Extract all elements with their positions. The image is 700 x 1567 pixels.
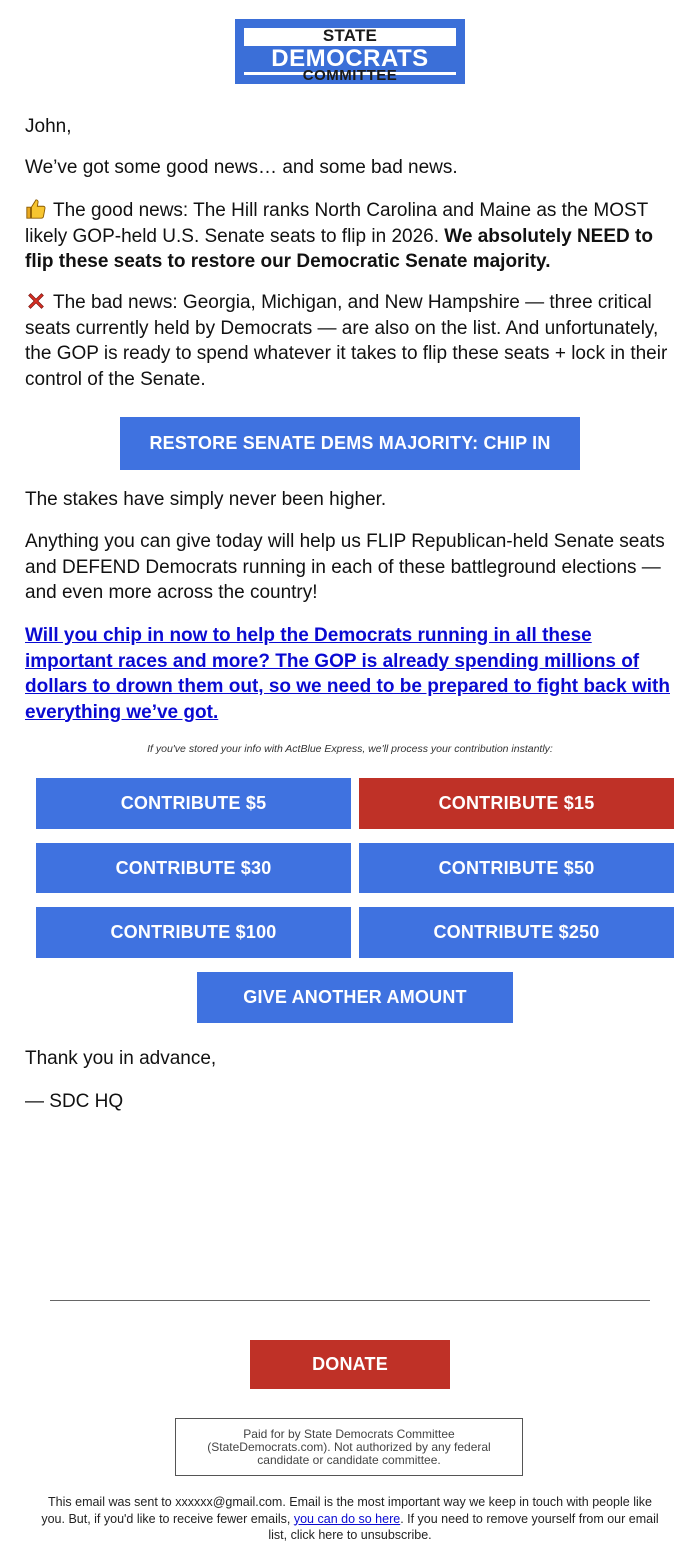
signature: — SDC HQ [25, 1091, 124, 1112]
logo-middle-text: DEMOCRATS [271, 45, 429, 72]
intro-text: We’ve got some good news… and some bad news. [25, 157, 458, 178]
good-news-bold: We absolutely NEED to flip these seats to restore our Democratic Senate majority. [25, 225, 653, 272]
footer-notice [40, 1494, 660, 1544]
good-news-text: The good news: The Hill ranks North Carolina and Maine as the MOST likely GOP-held U.S. Senate seats to flip in 2026. [25, 200, 648, 247]
restore-majority-chip-in-button[interactable]: RESTORE SENATE DEMS MAJORITY: CHIP IN [120, 417, 580, 470]
contribute-100-button[interactable]: CONTRIBUTE $100 [36, 907, 351, 958]
thanks-text: Thank you in advance, [25, 1048, 217, 1069]
stakes-text: The stakes have simply never been higher. [25, 489, 387, 510]
logo-top-text: STATE [322, 26, 378, 45]
contribute-15-button[interactable]: CONTRIBUTE $15 [359, 778, 674, 829]
cross-mark-icon [25, 290, 47, 312]
logo-frame [244, 26, 456, 84]
actblue-express-note: If you've stored your info with ActBlue Express, we'll process your contribution instantly: [147, 743, 553, 755]
anything-text: Anything you can give today will help us FLIP Republican-held Senate seats and DEFEND Democrats running in each of these battleground elections — and even more across the country! [25, 531, 665, 603]
contribute-5-button[interactable]: CONTRIBUTE $5 [36, 778, 351, 829]
unsubscribe-text[interactable]: . If you need to remove yourself from our email list, click here to unsubscribe. [268, 1511, 659, 1542]
sent-to-rest: . Email is the most important way we keep in touch with people like you. But, if you'd like to receive fewer emails, [41, 1495, 652, 1526]
logo-bottom-text: COMMITTEE [302, 67, 398, 84]
bad-news-text: The bad news: Georgia, Michigan, and New Hampshire — three critical seats currently held by Democrats — are also on the list. And unfortunately, the GOP is ready to spend whatever it takes to flip these seats + lock in their control of the Senate. [25, 292, 668, 390]
thumbs-up-icon [25, 198, 47, 220]
contribute-250-button[interactable]: CONTRIBUTE $250 [359, 907, 674, 958]
good-news-paragraph [25, 198, 675, 275]
bad-news-paragraph [25, 290, 675, 392]
give-another-amount-button[interactable]: GIVE ANOTHER AMOUNT [197, 972, 513, 1023]
chip-in-ask-link[interactable]: Will you chip in now to help the Democrats running in all these important races and more? The GOP is already spending millions of dollars to drown them out, so we need to be prepared to fight back with everything we’ve got. [25, 625, 670, 723]
fewer-emails-link[interactable]: you can do so here [293, 1511, 401, 1526]
chip-in-ask-paragraph [25, 623, 675, 725]
greeting: John, [25, 116, 72, 137]
donate-button[interactable]: DONATE [250, 1340, 450, 1389]
contribute-50-button[interactable]: CONTRIBUTE $50 [359, 843, 674, 893]
paid-for-disclaimer: Paid for by State Democrats Committee (StateDemocrats.com). Not authorized by any federal candidate or candidate committee. [175, 1418, 523, 1476]
sdc-logo [235, 19, 465, 84]
sent-to-prefix: This email was sent to [48, 1495, 172, 1509]
footer-divider [50, 1300, 650, 1301]
contribute-30-button[interactable]: CONTRIBUTE $30 [36, 843, 351, 893]
recipient-email: xxxxxx@gmail.com [175, 1495, 283, 1509]
